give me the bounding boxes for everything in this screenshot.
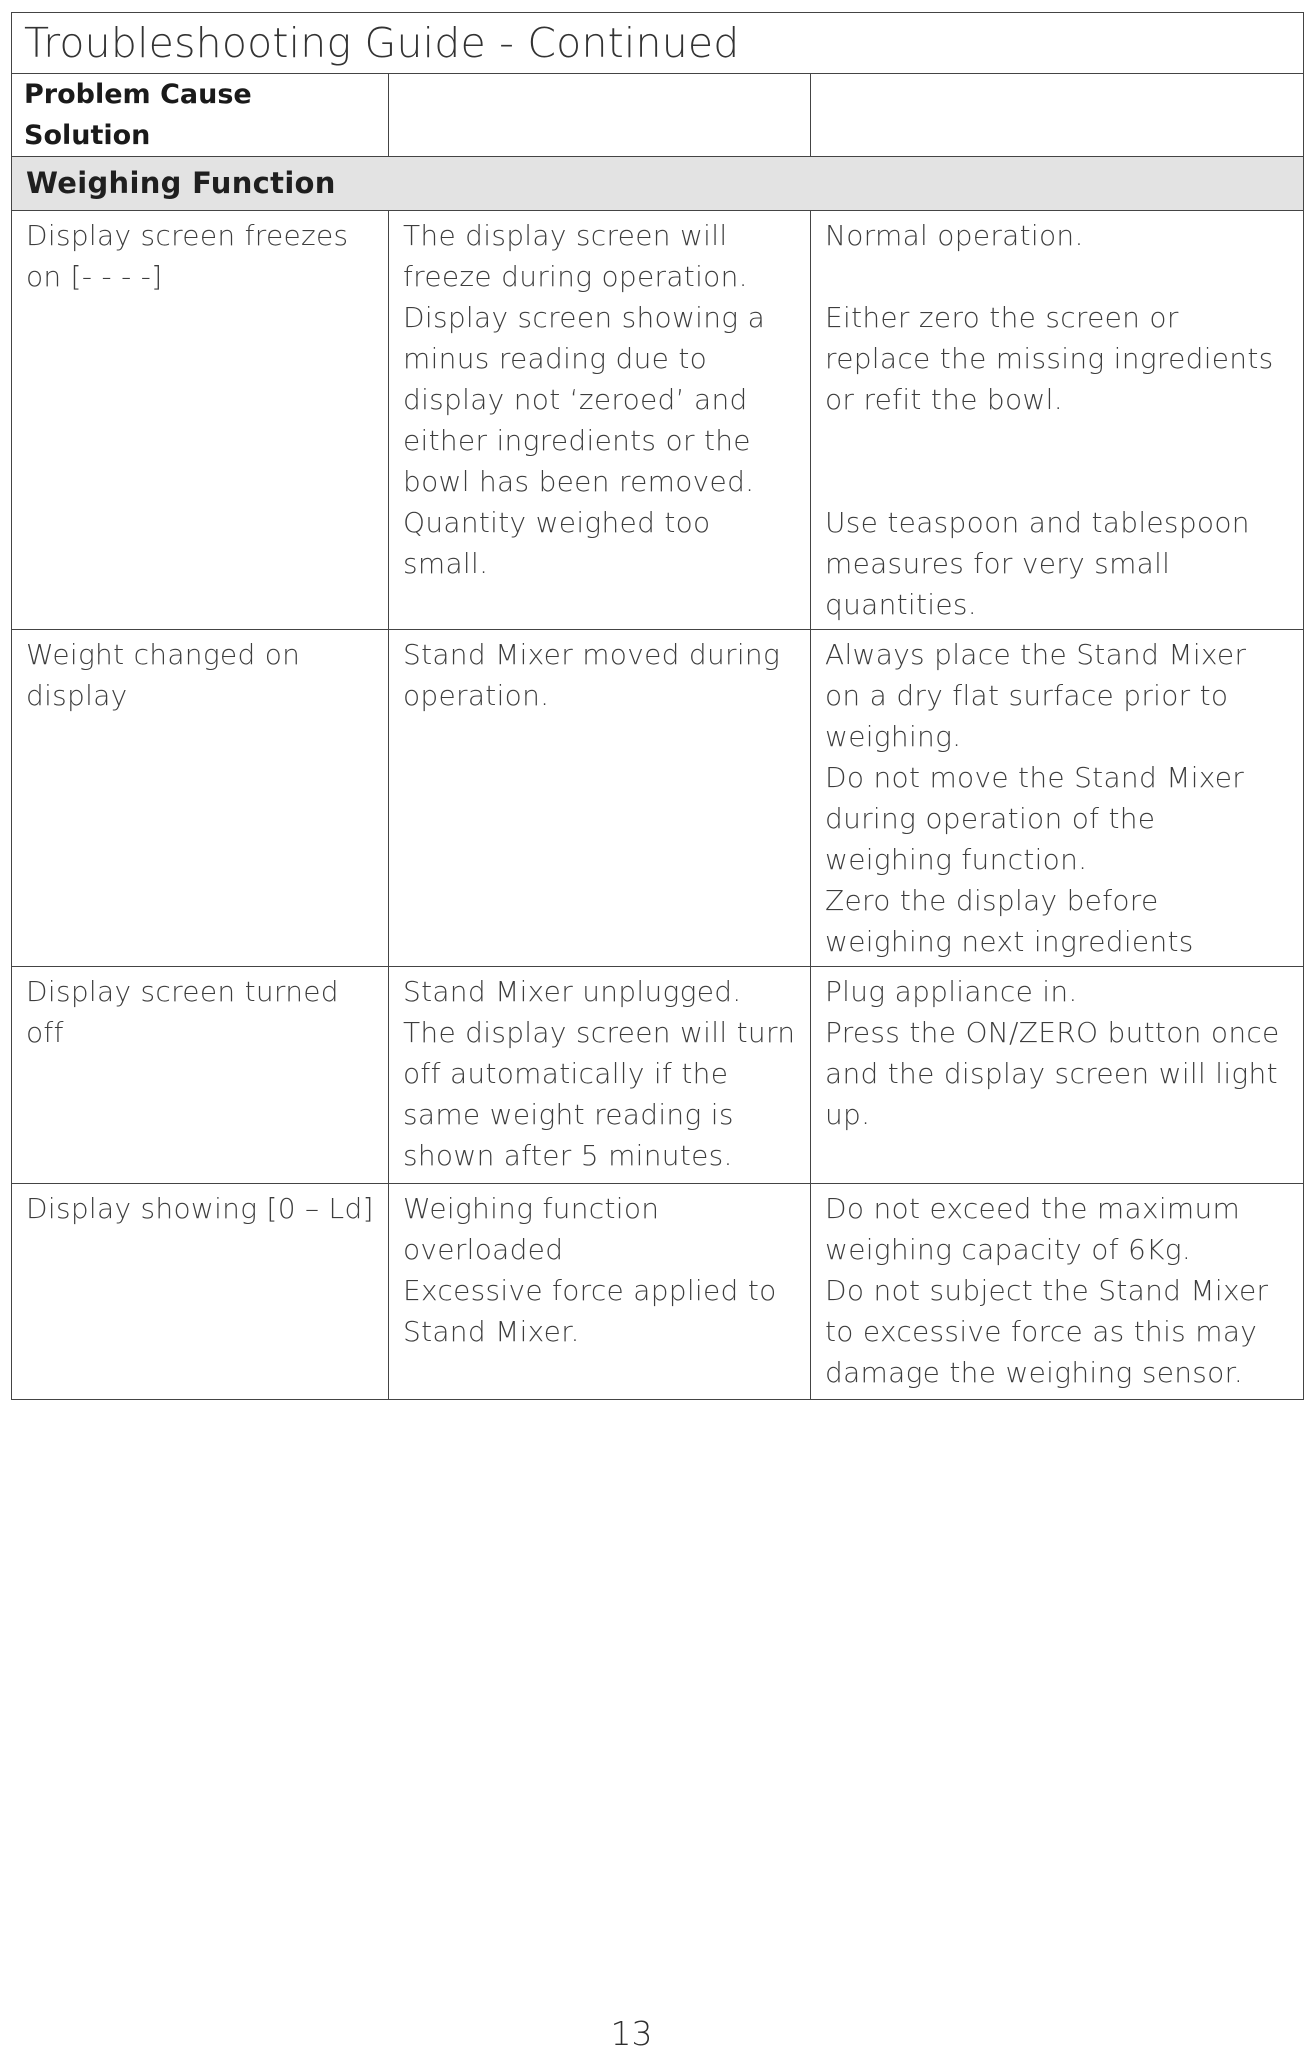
section-row	[12, 157, 1304, 211]
solution-cell	[811, 211, 1304, 630]
table-row	[12, 967, 1304, 1184]
cause-text: Stand Mixer moved during operation.	[403, 638, 781, 712]
cause-cell	[389, 630, 811, 967]
troubleshooting-table	[11, 12, 1304, 1400]
solution-text: Plug appliance in.	[825, 975, 1078, 1008]
title-row	[12, 13, 1304, 74]
header-problem-cause-solution: Problem Cause Solution	[12, 74, 389, 157]
problem-cell	[12, 967, 389, 1184]
problem-text: Display showing [0 – Ld]	[26, 1192, 374, 1225]
problem-cell	[12, 1184, 389, 1400]
solution-text: Always place the Stand Mixer on a dry flat surface prior to weighing.	[825, 638, 1247, 753]
page-number: 13	[610, 2014, 653, 2053]
solution-text: Zero the display before weighing next ingredients	[825, 884, 1194, 958]
solution-cell	[811, 967, 1304, 1184]
solution-text: Normal operation.	[825, 219, 1084, 252]
solution-text: Use teaspoon and tablespoon measures for very small quantities.	[825, 506, 1250, 621]
solution-text: Do not exceed the maximum weighing capacity of 6Kg.	[825, 1192, 1241, 1266]
spacer	[825, 256, 1289, 297]
cause-cell	[389, 967, 811, 1184]
table-row	[12, 630, 1304, 967]
cause-cell	[389, 1184, 811, 1400]
cause-text: Stand Mixer unplugged.	[403, 975, 742, 1008]
header-row	[12, 74, 1304, 157]
problem-cell	[12, 211, 389, 630]
solution-cell	[811, 630, 1304, 967]
solution-text: Press the ON/ZERO button once and the display screen will light up.	[825, 1016, 1280, 1131]
cause-text: Display screen showing a minus reading due to display not ‘zeroed’ and either ingredients or the bowl has been removed.	[403, 301, 766, 498]
section-title: Weighing Function	[12, 157, 1304, 211]
problem-cell	[12, 630, 389, 967]
spacer	[825, 420, 1289, 461]
cause-cell	[389, 211, 811, 630]
cause-text: Quantity weighed too small.	[403, 506, 711, 580]
cause-text: The display screen will turn off automatically if the same weight reading is shown after 5 minutes.	[403, 1016, 796, 1172]
problem-text: Display screen turned off	[26, 975, 339, 1049]
solution-cell	[811, 1184, 1304, 1400]
table-row	[12, 211, 1304, 630]
spacer	[825, 461, 1289, 502]
header-cell-empty-2	[389, 74, 811, 157]
page-title: Troubleshooting Guide - Continued	[12, 13, 1304, 74]
header-cell-empty-3	[811, 74, 1304, 157]
table-row	[12, 1184, 1304, 1400]
cause-text: Weighing function overloaded	[403, 1192, 660, 1266]
solution-text: Do not subject the Stand Mixer to excessive force as this may damage the weighing sensor.	[825, 1274, 1269, 1389]
problem-text: Weight changed on display	[26, 638, 301, 712]
cause-text: Excessive force applied to Stand Mixer.	[403, 1274, 777, 1348]
cause-text: The display screen will freeze during operation.	[403, 219, 748, 293]
problem-text: Display screen freezes on [- - - -]	[26, 219, 349, 293]
solution-text: Do not move the Stand Mixer during operation of the weighing function.	[825, 761, 1245, 876]
solution-text: Either zero the screen or replace the missing ingredients or refit the bowl.	[825, 301, 1274, 416]
